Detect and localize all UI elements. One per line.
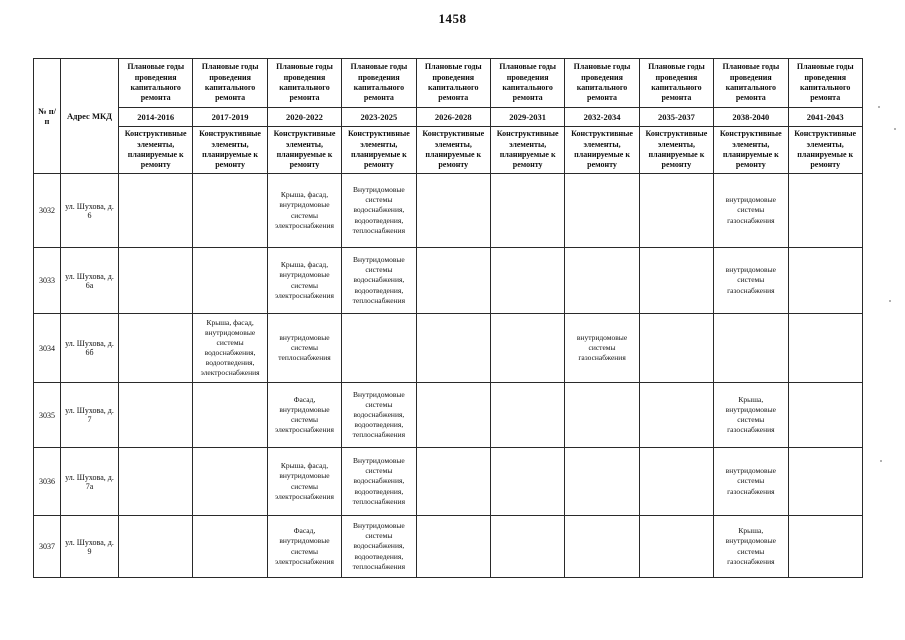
- header-period-title-9: Плановые годы проведения капитального ремонта: [788, 59, 862, 108]
- work-cell: [119, 248, 193, 314]
- header-period-range-2: 2020-2022: [267, 108, 341, 127]
- work-cell: [565, 448, 639, 516]
- work-cell: [119, 448, 193, 516]
- work-cell: [788, 448, 862, 516]
- work-cell: [788, 248, 862, 314]
- row-address: ул. Шухова, д. 6: [61, 174, 119, 248]
- work-cell: [565, 516, 639, 578]
- row-address: ул. Шухова, д. 6б: [61, 314, 119, 383]
- work-cell: [788, 314, 862, 383]
- header-period-elements-5: Конструктивные элементы, планируемые к ремонту: [490, 127, 564, 174]
- work-cell: [490, 248, 564, 314]
- header-period-title-7: Плановые годы проведения капитального ремонта: [639, 59, 713, 108]
- table-row: [34, 383, 863, 448]
- table-row: [34, 314, 863, 383]
- row-num: 3034: [34, 314, 61, 383]
- work-cell: [639, 314, 713, 383]
- header-period-elements-4: Конструктивные элементы, планируемые к ремонту: [416, 127, 490, 174]
- work-cell: [416, 174, 490, 248]
- work-cell: [416, 383, 490, 448]
- work-cell: [565, 174, 639, 248]
- scan-speckle: [894, 128, 896, 130]
- work-cell: [639, 448, 713, 516]
- work-cell: Фасад, внутридомовые системы электроснабжения: [267, 516, 341, 578]
- header-period-range-8: 2038-2040: [714, 108, 788, 127]
- work-cell: [490, 174, 564, 248]
- work-cell: [714, 314, 788, 383]
- work-cell: [788, 174, 862, 248]
- work-cell: [788, 383, 862, 448]
- table-row: [34, 248, 863, 314]
- header-period-title-2: Плановые годы проведения капитального ремонта: [267, 59, 341, 108]
- work-cell: [119, 314, 193, 383]
- header-period-range-0: 2014-2016: [119, 108, 193, 127]
- table-row: [34, 516, 863, 578]
- work-cell: [193, 448, 267, 516]
- scan-speckle: [889, 300, 891, 302]
- header-period-elements-0: Конструктивные элементы, планируемые к ремонту: [119, 127, 193, 174]
- header-period-title-4: Плановые годы проведения капитального ремонта: [416, 59, 490, 108]
- header-period-title-8: Плановые годы проведения капитального ремонта: [714, 59, 788, 108]
- header-period-elements-9: Конструктивные элементы, планируемые к ремонту: [788, 127, 862, 174]
- row-num: 3033: [34, 248, 61, 314]
- work-cell: внутридомовые системы теплоснабжения: [267, 314, 341, 383]
- header-period-title-1: Плановые годы проведения капитального ремонта: [193, 59, 267, 108]
- work-cell: [416, 516, 490, 578]
- work-cell: [490, 448, 564, 516]
- scan-speckle: [880, 460, 882, 462]
- work-cell: Внутридомовые системы водоснабжения, водоотведения, теплоснабжения: [342, 448, 416, 516]
- header-period-range-1: 2017-2019: [193, 108, 267, 127]
- table-row: [34, 448, 863, 516]
- row-address: ул. Шухова, д. 7а: [61, 448, 119, 516]
- work-cell: [193, 383, 267, 448]
- work-cell: [490, 314, 564, 383]
- work-cell: [490, 383, 564, 448]
- work-cell: [565, 248, 639, 314]
- row-address: ул. Шухова, д. 7: [61, 383, 119, 448]
- header-period-title-0: Плановые годы проведения капитального ремонта: [119, 59, 193, 108]
- header-period-range-3: 2023-2025: [342, 108, 416, 127]
- work-cell: Внутридомовые системы водоснабжения, водоотведения, теплоснабжения: [342, 383, 416, 448]
- header-period-elements-7: Конструктивные элементы, планируемые к ремонту: [639, 127, 713, 174]
- table-header: [34, 59, 863, 174]
- work-cell: внутридомовые системы газоснабжения: [565, 314, 639, 383]
- work-cell: Крыша, внутридомовые системы газоснабжения: [714, 383, 788, 448]
- work-cell: [639, 174, 713, 248]
- header-period-elements-6: Конструктивные элементы, планируемые к ремонту: [565, 127, 639, 174]
- table-body: [34, 174, 863, 578]
- work-cell: внутридомовые системы газоснабжения: [714, 174, 788, 248]
- work-cell: [639, 516, 713, 578]
- header-period-range-9: 2041-2043: [788, 108, 862, 127]
- work-cell: Внутридомовые системы водоснабжения, водоотведения, теплоснабжения: [342, 174, 416, 248]
- work-cell: Крыша, фасад, внутридомовые системы водоснабжения, водоотведения, электроснабжения: [193, 314, 267, 383]
- page-number: 1458: [438, 11, 467, 26]
- work-cell: [416, 448, 490, 516]
- work-cell: [639, 383, 713, 448]
- row-num: 3037: [34, 516, 61, 578]
- header-period-elements-2: Конструктивные элементы, планируемые к ремонту: [267, 127, 341, 174]
- work-cell: [565, 383, 639, 448]
- header-period-range-4: 2026-2028: [416, 108, 490, 127]
- work-cell: [193, 516, 267, 578]
- work-cell: внутридомовые системы газоснабжения: [714, 448, 788, 516]
- header-period-title-5: Плановые годы проведения капитального ремонта: [490, 59, 564, 108]
- work-cell: Фасад, внутридомовые системы электроснабжения: [267, 383, 341, 448]
- work-cell: [416, 248, 490, 314]
- work-cell: внутридомовые системы газоснабжения: [714, 248, 788, 314]
- work-cell: [193, 248, 267, 314]
- header-period-elements-8: Конструктивные элементы, планируемые к ремонту: [714, 127, 788, 174]
- work-cell: [490, 516, 564, 578]
- work-cell: Крыша, фасад, внутридомовые системы электроснабжения: [267, 448, 341, 516]
- row-num: 3036: [34, 448, 61, 516]
- scan-speckle: [878, 106, 880, 108]
- repair-plan-table: [33, 58, 863, 578]
- header-num: № п/п: [34, 59, 61, 174]
- table-row: [34, 174, 863, 248]
- header-period-range-7: 2035-2037: [639, 108, 713, 127]
- work-cell: [119, 383, 193, 448]
- work-cell: [416, 314, 490, 383]
- header-period-title-6: Плановые годы проведения капитального ремонта: [565, 59, 639, 108]
- work-cell: Внутридомовые системы водоснабжения, водоотведения, теплоснабжения: [342, 516, 416, 578]
- header-period-range-5: 2029-2031: [490, 108, 564, 127]
- work-cell: Внутридомовые системы водоснабжения, водоотведения, теплоснабжения: [342, 248, 416, 314]
- row-num: 3035: [34, 383, 61, 448]
- work-cell: [342, 314, 416, 383]
- work-cell: [119, 516, 193, 578]
- row-address: ул. Шухова, д. 9: [61, 516, 119, 578]
- header-address: Адрес МКД: [61, 59, 119, 174]
- work-cell: [119, 174, 193, 248]
- row-address: ул. Шухова, д. 6а: [61, 248, 119, 314]
- work-cell: Крыша, фасад, внутридомовые системы электроснабжения: [267, 248, 341, 314]
- header-period-elements-3: Конструктивные элементы, планируемые к ремонту: [342, 127, 416, 174]
- header-period-title-3: Плановые годы проведения капитального ремонта: [342, 59, 416, 108]
- row-num: 3032: [34, 174, 61, 248]
- work-cell: [788, 516, 862, 578]
- work-cell: Крыша, внутридомовые системы газоснабжения: [714, 516, 788, 578]
- header-period-range-6: 2032-2034: [565, 108, 639, 127]
- work-cell: Крыша, фасад, внутридомовые системы электроснабжения: [267, 174, 341, 248]
- work-cell: [193, 174, 267, 248]
- work-cell: [639, 248, 713, 314]
- header-period-elements-1: Конструктивные элементы, планируемые к ремонту: [193, 127, 267, 174]
